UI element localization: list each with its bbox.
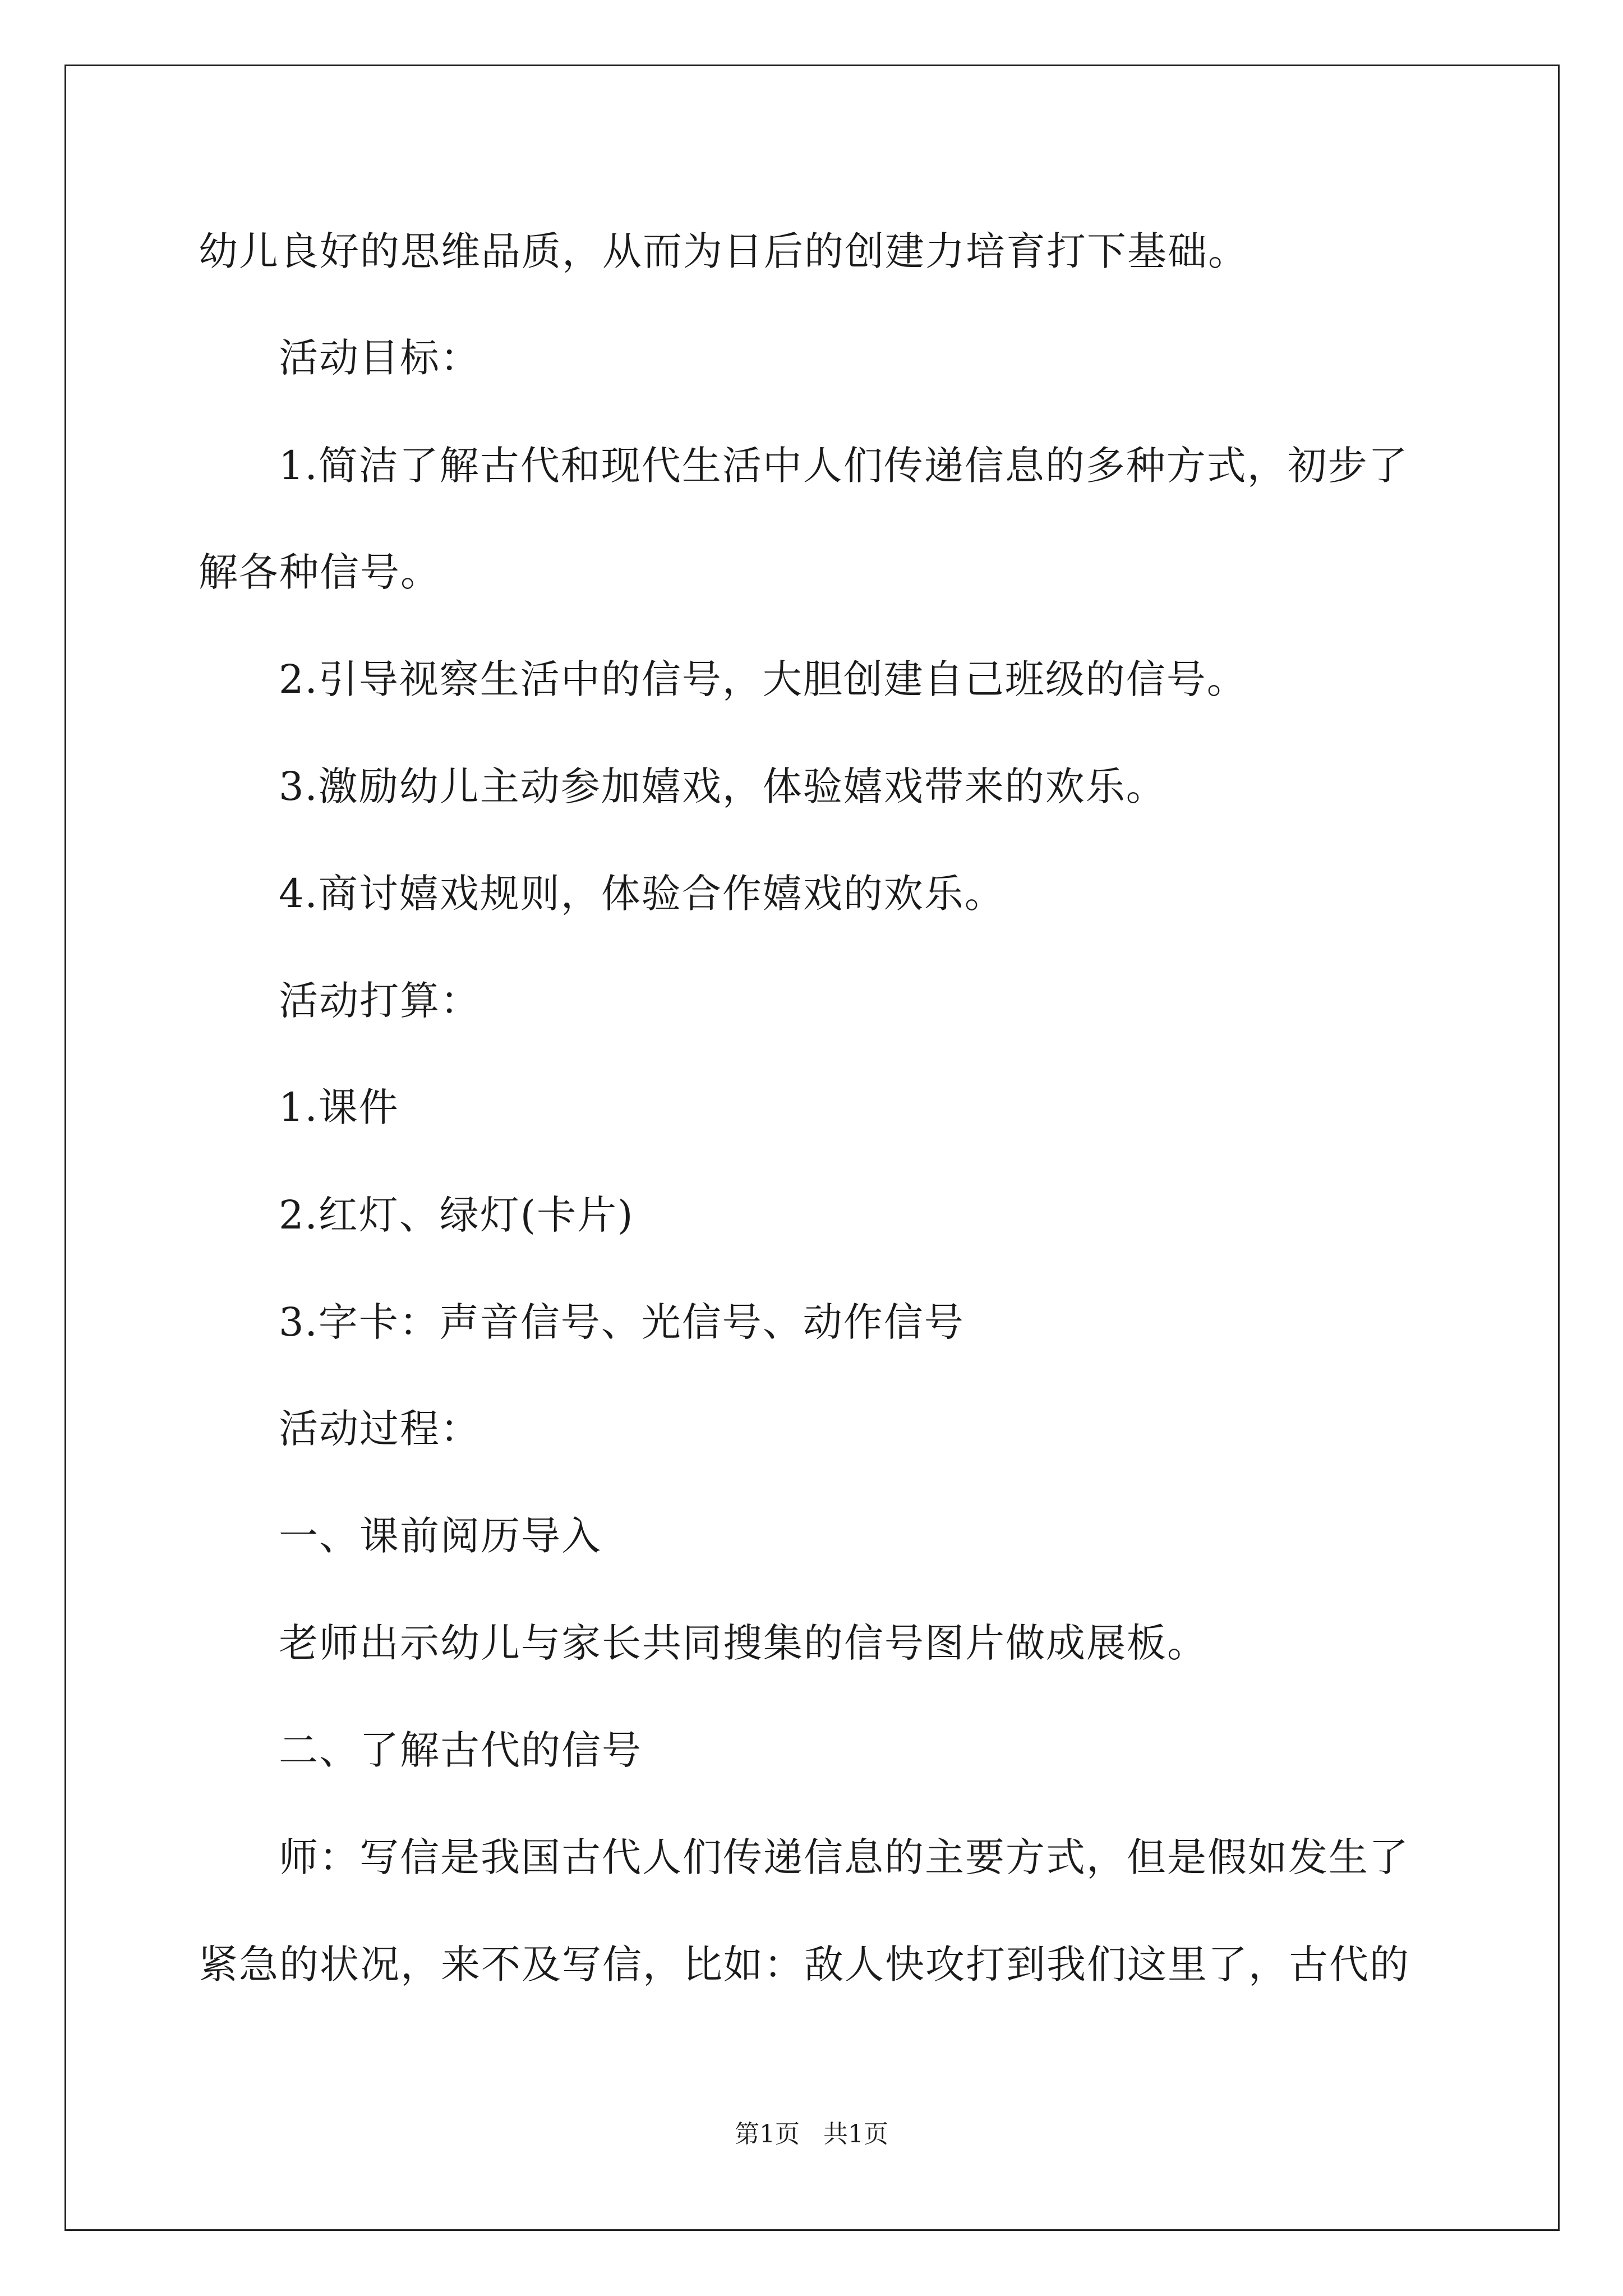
section-heading: 活动目标： — [279, 335, 481, 381]
text-line: 师：写信是我国古代人们传递信息的主要方式，但是假如发生了 — [279, 1834, 1409, 1880]
text-line: 2.引导视察生活中的信号，大胆创建自己班级的信号。 — [279, 656, 1247, 702]
page-frame — [64, 65, 1560, 2231]
section-heading: 活动打算： — [279, 978, 481, 1024]
text-line: 解各种信号。 — [199, 549, 441, 595]
section-heading: 一、课前阅历导入 — [279, 1513, 602, 1559]
text-line: 1.简洁了解古代和现代生活中人们传递信息的多种方式，初步了 — [279, 443, 1409, 489]
text-line: 老师出示幼儿与家长共同搜集的信号图片做成展板。 — [279, 1620, 1207, 1666]
text-line: 紧急的状况，来不及写信，比如：敌人快攻打到我们这里了，古代的 — [199, 1941, 1410, 1987]
text-line: 3.字卡：声音信号、光信号、动作信号 — [279, 1299, 965, 1345]
text-line: 1.课件 — [279, 1084, 399, 1130]
text-line: 4.商讨嬉戏规则，体验合作嬉戏的欢乐。 — [279, 871, 1005, 917]
text-line: 3.激励幼儿主动参加嬉戏，体验嬉戏带来的欢乐。 — [279, 763, 1166, 809]
section-heading: 二、了解古代的信号 — [279, 1727, 642, 1773]
text-line: 2.红灯、绿灯(卡片) — [279, 1192, 634, 1238]
section-heading: 活动过程： — [279, 1406, 481, 1452]
text-line: 幼儿良好的思维品质，从而为日后的创建力培育打下基础。 — [199, 228, 1248, 274]
page-footer: 第1页 共1页 — [735, 2120, 888, 2148]
